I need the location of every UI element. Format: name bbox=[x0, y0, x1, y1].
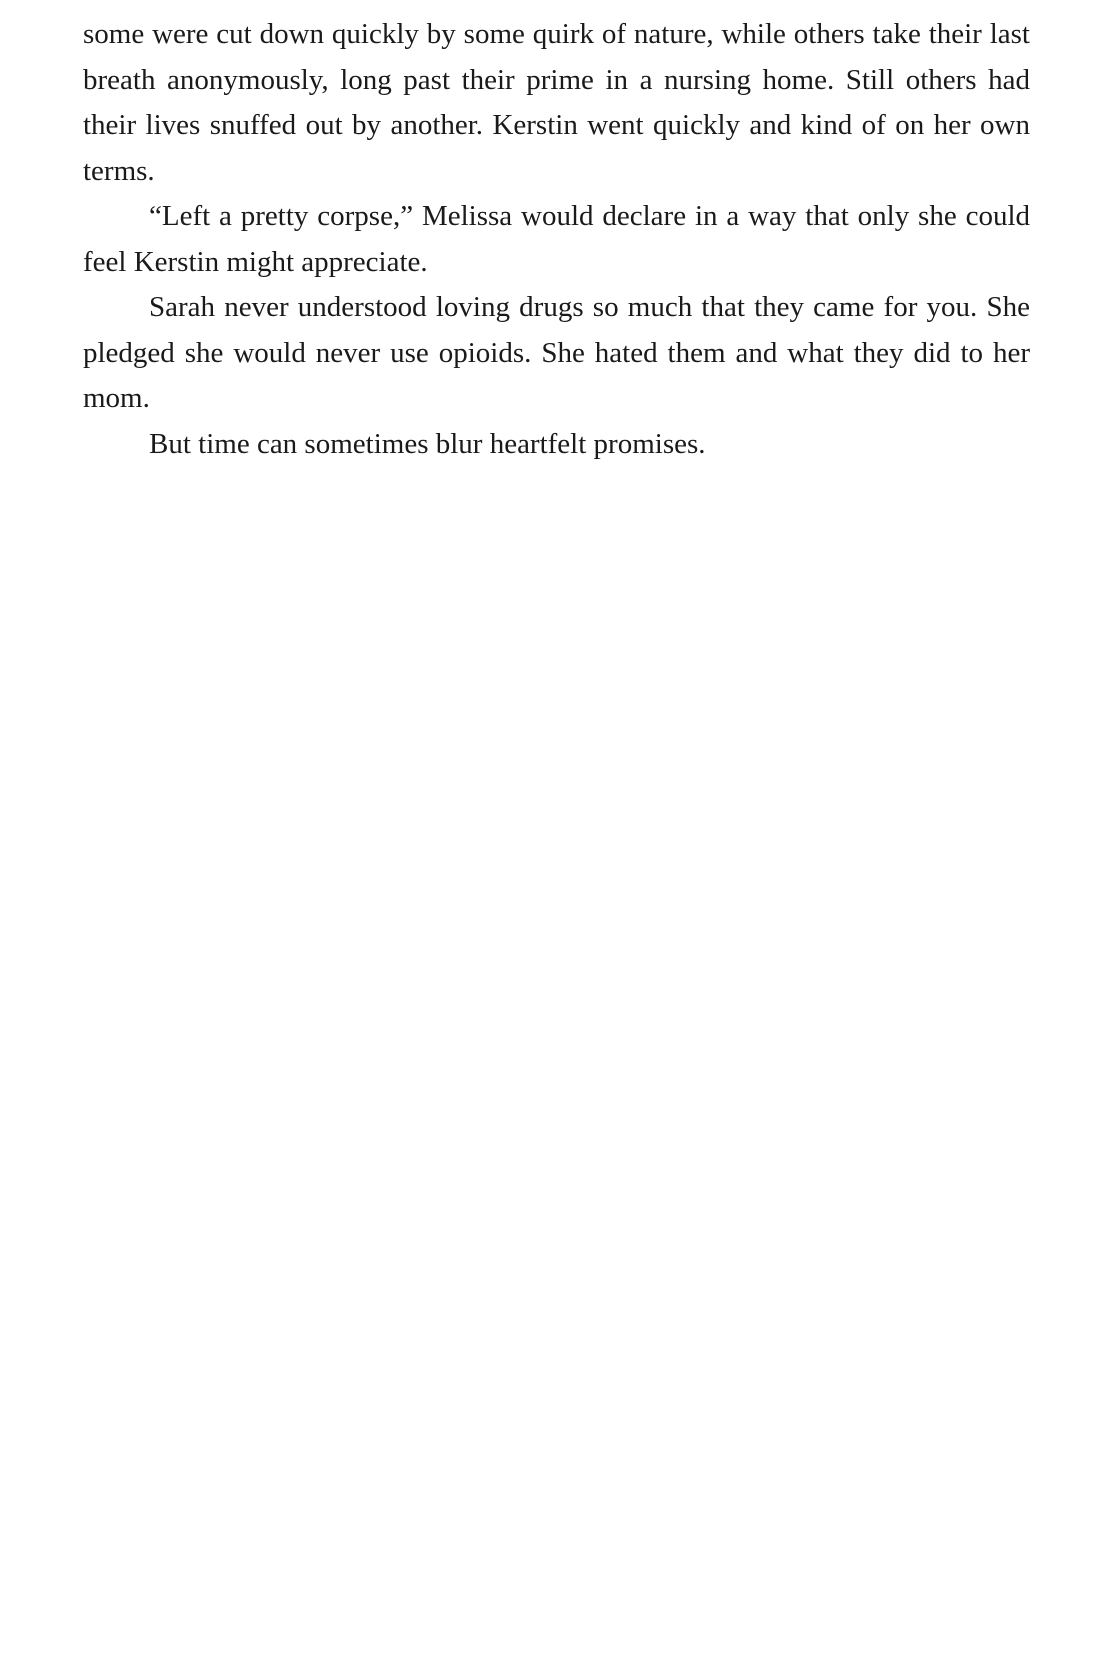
paragraph-closing-line: But time can sometimes blur heartfelt promises. bbox=[149, 427, 706, 460]
paragraph-sarah-pledge: Sarah never understood loving drugs so much that they came for you. She pledged she would never use opioids. She hated them and what they did to her mom. bbox=[83, 291, 1030, 414]
book-page-body bbox=[83, 12, 1030, 467]
paragraph-continuation: some were cut down quickly by some quirk of nature, while others take their last breath anonymously, long past their prime in a nursing home. Still others had their lives snuffed out by another. Kerstin went quickly and kind of on her own terms. bbox=[83, 18, 1030, 187]
paragraph-melissa-quote: “Left a pretty corpse,” Melissa would declare in a way that only she could feel Kerstin might appreciate. bbox=[83, 200, 1030, 278]
